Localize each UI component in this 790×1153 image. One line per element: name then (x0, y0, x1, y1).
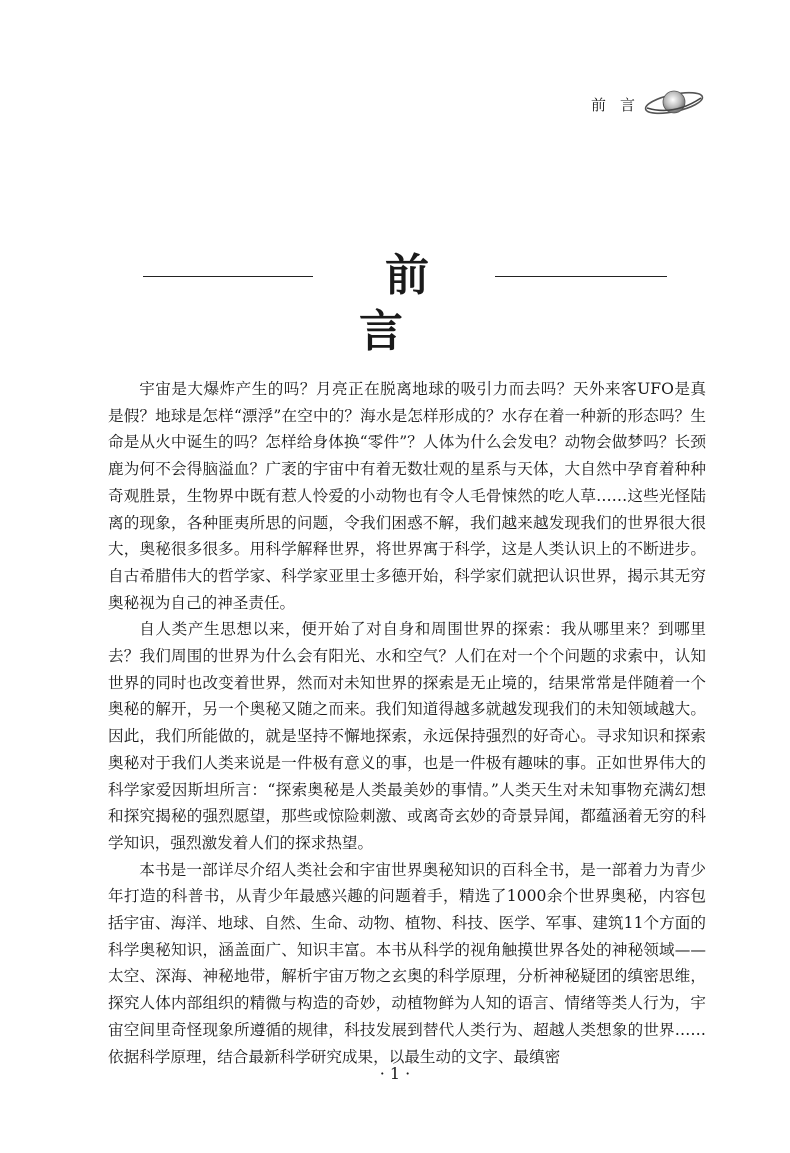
running-title: 前言 (591, 96, 650, 114)
preface-body (108, 376, 706, 1070)
saturn-icon (643, 86, 705, 118)
title-rule-left (143, 276, 313, 277)
running-header (555, 86, 715, 120)
paragraph: 本书是一部详尽介绍人类社会和宇宙世界奥秘知识的百科全书，是一部着力为青少年打造的科普书，从青少年最感兴趣的问题着手，精选了1000余个世界奥秘，内容包括宇宙、海洋、地球、自然、生命、动物、植物、科技、医学、军事、建筑11个方面的科学奥秘知识，涵盖面广、知识丰富。本书从科学的视角触摸世界各处的神秘领域——太空、深海、神秘地带，解析宇宙万物之玄奥的科学原理，分析神秘疑团的缜密思维，探究人体内部组织的精微与构造的奇妙，动植物鲜为人知的语言、情绪等类人行为，宇宙空间里奇怪现象所遵循的规律，科技发展到替代人类行为、超越人类想象的世界……依据科学原理，结合最新科学研究成果，以最生动的文字、最缜密 (108, 860, 706, 1066)
title-rule-right (495, 276, 667, 277)
paragraph: 宇宙是大爆炸产生的吗？月亮正在脱离地球的吸引力而去吗？天外来客UFO是真是假？地球是怎样“漂浮”在空中的？海水是怎样形成的？水存在着一种新的形态吗？生命是从火中诞生的吗？怎样给身体换“零件”？人体为什么会发电？动物会做梦吗？长颈鹿为何不会得脑溢血？广袤的宇宙中有着无数壮观的星系与天体，大自然中孕育着种种奇观胜景，生物界中既有惹人怜爱的小动物也有令人毛骨悚然的吃人草……这些光怪陆离的现象，各种匪夷所思的问题，令我们困惑不解，我们越来越发现我们的世界很大很大，奥秘很多很多。用科学解释世界，将世界寓于科学，这是人类认识上的不断进步。自古希腊伟大的哲学家、科学家亚里士多德开始，科学家们就把认识世界，揭示其无穷奥秘视为自己的神圣责任。 (108, 380, 706, 612)
chapter-title-block (143, 248, 668, 357)
page-number: · 1 · (379, 1064, 411, 1083)
chapter-title: 前言 (359, 250, 481, 357)
paragraph: 自人类产生思想以来，便开始了对自身和周围世界的探索：我从哪里来？到哪里去？我们周围的世界为什么会有阳光、水和空气？人们在对一个个问题的求索中，认知世界的同时也改变着世界，然而对未知世界的探索是无止境的，结果常常是伴随着一个奥秘的解开，另一个奥秘又随之而来。我们知道得越多就越发现我们的未知领域越大。因此，我们所能做的，就是坚持不懈地探索，永远保持强烈的好奇心。寻求知识和探索奥秘对于我们人类来说是一件极有意义的事，也是一件极有趣味的事。正如世界伟大的科学家爱因斯坦所言：“探索奥秘是人类最美妙的事情。”人类天生对未知事物充满幻想和探究揭秘的强烈愿望，那些或惊险刺激、或离奇玄妙的奇景异闻，都蕴涵着无穷的科学知识，强烈激发着人们的探求热望。 (108, 620, 706, 852)
